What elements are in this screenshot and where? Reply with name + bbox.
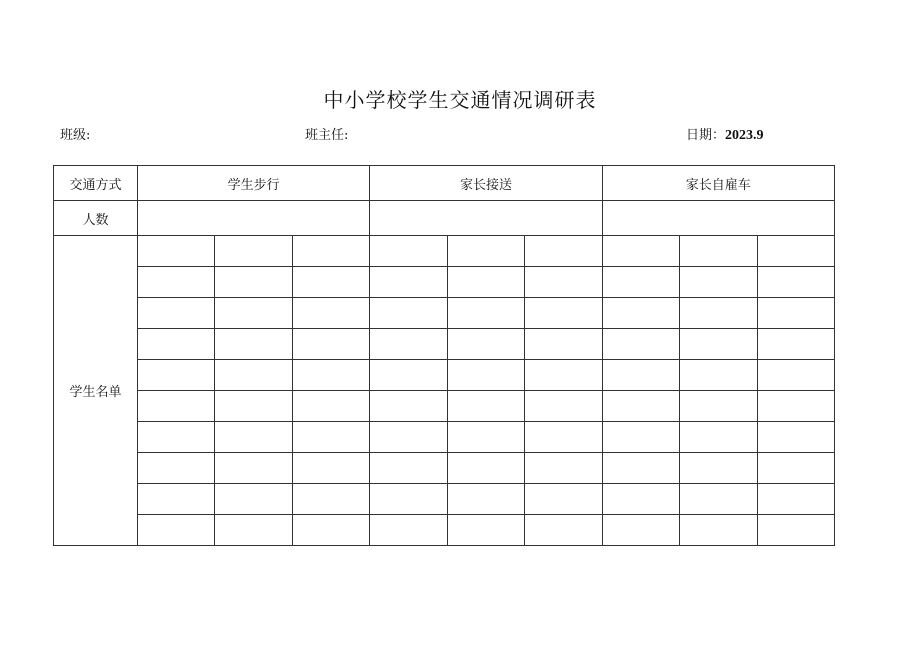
name-cell[interactable] <box>525 391 602 422</box>
name-cell[interactable] <box>525 236 602 267</box>
name-cell[interactable] <box>138 391 215 422</box>
name-cell[interactable] <box>292 515 369 546</box>
name-cell[interactable] <box>370 422 447 453</box>
name-cell[interactable] <box>447 484 524 515</box>
transport-mode-header: 交通方式 <box>54 166 138 201</box>
name-cell[interactable] <box>602 453 679 484</box>
table-row <box>54 360 835 391</box>
name-cell[interactable] <box>292 329 369 360</box>
name-cell[interactable] <box>370 329 447 360</box>
name-cell[interactable] <box>525 329 602 360</box>
name-cell[interactable] <box>370 267 447 298</box>
name-cell[interactable] <box>138 236 215 267</box>
name-cell[interactable] <box>757 484 835 515</box>
name-cell[interactable] <box>602 329 679 360</box>
name-cell[interactable] <box>138 484 215 515</box>
name-cell[interactable] <box>292 453 369 484</box>
name-cell[interactable] <box>525 453 602 484</box>
name-cell[interactable] <box>447 453 524 484</box>
name-cell[interactable] <box>370 484 447 515</box>
name-cell[interactable] <box>602 391 679 422</box>
name-cell[interactable] <box>525 422 602 453</box>
head-teacher-label: 班主任: <box>305 128 349 143</box>
name-cell[interactable] <box>447 329 524 360</box>
name-cell[interactable] <box>215 515 292 546</box>
name-cell[interactable] <box>215 484 292 515</box>
table-row <box>54 298 835 329</box>
name-cell[interactable] <box>680 267 757 298</box>
name-cell[interactable] <box>138 360 215 391</box>
name-cell[interactable] <box>215 422 292 453</box>
mode-header-walk: 学生步行 <box>138 166 370 201</box>
header-row <box>54 166 835 201</box>
name-cell[interactable] <box>602 267 679 298</box>
name-cell[interactable] <box>292 267 369 298</box>
name-cell[interactable] <box>757 422 835 453</box>
date-label: 日期： <box>686 128 726 143</box>
name-cell[interactable] <box>680 298 757 329</box>
date-field <box>686 124 764 144</box>
name-cell[interactable] <box>680 236 757 267</box>
class-label: 班级: <box>60 128 91 143</box>
name-cell[interactable] <box>292 298 369 329</box>
count-cell-walk[interactable] <box>138 201 370 236</box>
name-cell[interactable] <box>370 453 447 484</box>
count-cell-parent-own-car[interactable] <box>602 201 834 236</box>
survey-table <box>53 165 835 546</box>
name-cell[interactable] <box>680 329 757 360</box>
name-cell[interactable] <box>447 236 524 267</box>
class-field <box>60 124 90 143</box>
name-cell[interactable] <box>525 360 602 391</box>
name-cell[interactable] <box>215 298 292 329</box>
name-cell[interactable] <box>215 360 292 391</box>
name-cell[interactable] <box>447 298 524 329</box>
name-cell[interactable] <box>525 484 602 515</box>
name-cell[interactable] <box>370 515 447 546</box>
table-row <box>54 484 835 515</box>
name-cell[interactable] <box>757 267 835 298</box>
name-cell[interactable] <box>680 422 757 453</box>
count-label: 人数 <box>54 201 138 236</box>
mode-header-parent-pickup: 家长接送 <box>370 166 602 201</box>
name-cell[interactable] <box>525 267 602 298</box>
name-cell[interactable] <box>757 453 835 484</box>
table-row <box>54 453 835 484</box>
name-cell[interactable] <box>757 298 835 329</box>
name-cell[interactable] <box>138 267 215 298</box>
name-cell[interactable] <box>138 329 215 360</box>
table-row <box>54 391 835 422</box>
name-cell[interactable] <box>602 515 679 546</box>
name-cell[interactable] <box>447 422 524 453</box>
count-cell-parent-pickup[interactable] <box>370 201 602 236</box>
name-cell[interactable] <box>370 360 447 391</box>
name-cell[interactable] <box>602 236 679 267</box>
name-cell[interactable] <box>292 391 369 422</box>
count-row <box>54 201 835 236</box>
table-row <box>54 329 835 360</box>
name-cell[interactable] <box>447 267 524 298</box>
name-cell[interactable] <box>757 391 835 422</box>
table-row <box>54 267 835 298</box>
name-cell[interactable] <box>602 484 679 515</box>
name-cell[interactable] <box>215 267 292 298</box>
name-cell[interactable] <box>680 453 757 484</box>
name-cell[interactable] <box>602 422 679 453</box>
name-cell[interactable] <box>680 360 757 391</box>
name-cell[interactable] <box>292 236 369 267</box>
name-cell[interactable] <box>602 360 679 391</box>
name-cell[interactable] <box>680 484 757 515</box>
name-cell[interactable] <box>447 391 524 422</box>
name-cell[interactable] <box>757 515 835 546</box>
name-cell[interactable] <box>525 298 602 329</box>
name-cell[interactable] <box>680 391 757 422</box>
name-cell[interactable] <box>215 329 292 360</box>
name-cell[interactable] <box>138 453 215 484</box>
name-cell[interactable] <box>447 515 524 546</box>
name-cell[interactable] <box>757 329 835 360</box>
name-cell[interactable] <box>447 360 524 391</box>
name-cell[interactable] <box>215 391 292 422</box>
head-teacher-field <box>305 124 348 143</box>
name-cell[interactable] <box>138 422 215 453</box>
name-cell[interactable] <box>292 360 369 391</box>
name-cell[interactable] <box>525 515 602 546</box>
table-row <box>54 422 835 453</box>
document-title: 中小学校学生交通情况调研表 <box>323 88 597 112</box>
student-list-label: 学生名单 <box>54 236 138 546</box>
name-cell[interactable] <box>215 453 292 484</box>
mode-header-parent-own-car: 家长自雇车 <box>602 166 834 201</box>
table-row <box>54 515 835 546</box>
date-value: 2023.9 <box>725 128 764 143</box>
name-cell[interactable] <box>138 298 215 329</box>
name-cell[interactable] <box>370 391 447 422</box>
name-cell[interactable] <box>138 515 215 546</box>
name-cell[interactable] <box>215 236 292 267</box>
name-cell[interactable] <box>757 236 835 267</box>
table-row <box>54 236 835 267</box>
name-cell[interactable] <box>680 515 757 546</box>
name-cell[interactable] <box>370 236 447 267</box>
name-cell[interactable] <box>292 422 369 453</box>
name-cell[interactable] <box>292 484 369 515</box>
name-cell[interactable] <box>602 298 679 329</box>
name-cell[interactable] <box>757 360 835 391</box>
name-cell[interactable] <box>370 298 447 329</box>
